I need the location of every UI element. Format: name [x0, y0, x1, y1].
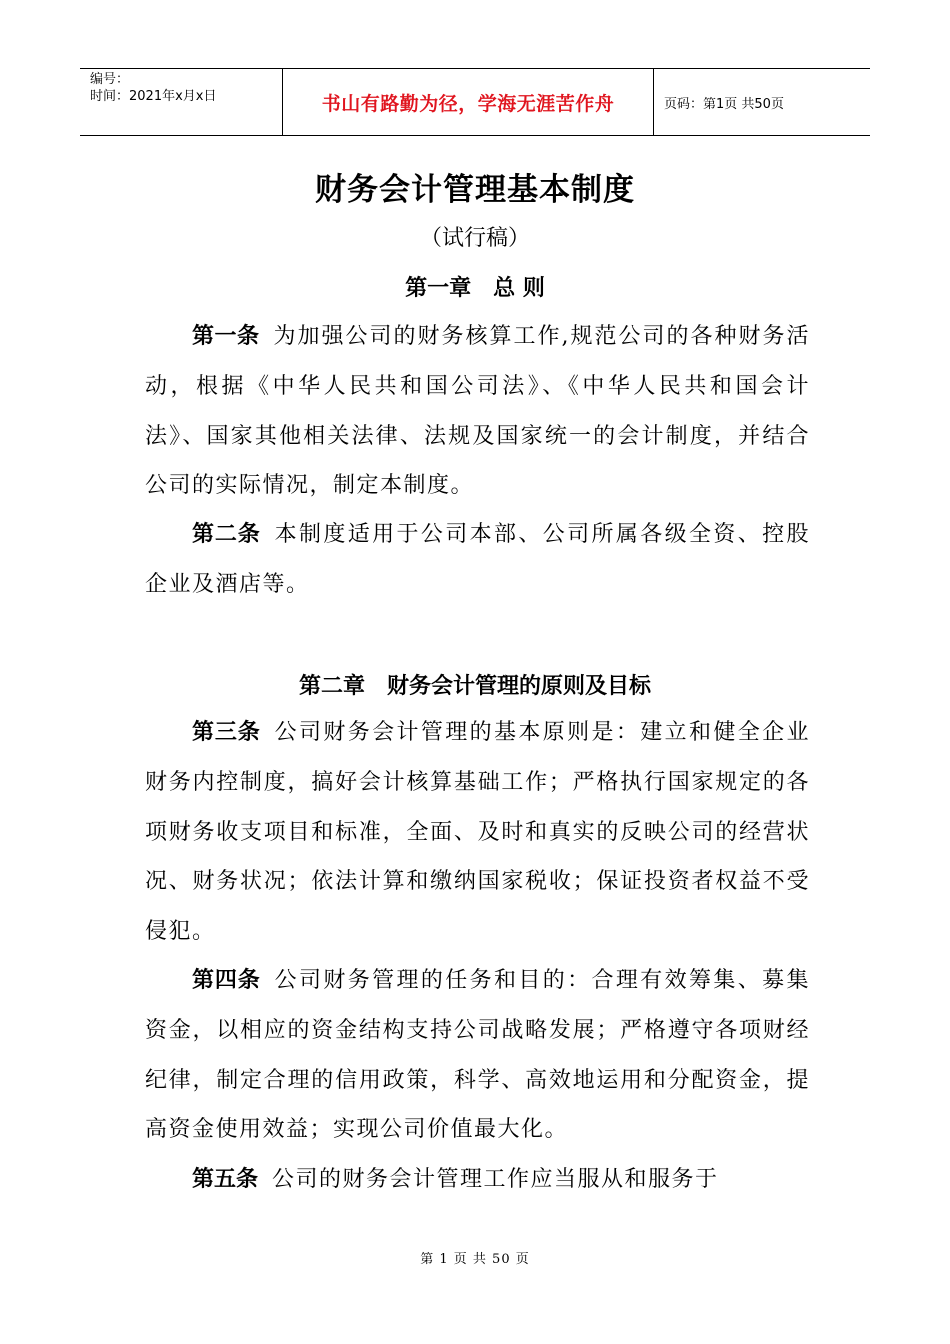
article-text: 本制度适用于公司本部、公司所属各级全资、控股企业及酒店等。	[145, 522, 810, 597]
chapter-1-heading: 第一章 总 则	[405, 276, 545, 301]
page-header	[80, 68, 870, 136]
document-title: 财务会计管理基本制度	[315, 172, 635, 208]
chapter-2-heading: 第二章 财务会计管理的原则及目标	[298, 674, 651, 699]
article-text: 公司的财务会计管理工作应当服从和服务于	[272, 1167, 719, 1192]
article-3	[145, 708, 810, 957]
motto-text: 书山有路勤为径，学海无涯苦作舟	[321, 92, 615, 115]
article-number: 第五条	[192, 1167, 259, 1192]
number-label: 编号：	[90, 72, 130, 87]
time-label: 时间：2021年x月x日	[90, 89, 217, 104]
article-4	[145, 956, 810, 1155]
article-text: 公司财务会计管理的基本原则是：建立和健全企业财务内控制度，搞好会计核算基础工作；严格执行国家规定的各项财务收支项目和标准，全面、及时和真实的反映公司的经营状况、财务状况；依法计算和缴纳国家税收；保证投资者权益不受侵犯。	[145, 720, 810, 945]
article-number: 第一条	[192, 324, 260, 349]
article-number: 第二条	[192, 522, 261, 547]
header-motto-cell	[282, 69, 654, 135]
article-1	[145, 312, 810, 511]
article-text: 公司财务管理的任务和目的：合理有效筹集、募集资金，以相应的资金结构支持公司战略发展；严格遵守各项财经纪律，制定合理的信用政策，科学、高效地运用和分配资金，提高资金使用效益；实现公司价值最大化。	[145, 968, 810, 1143]
article-2	[145, 510, 810, 610]
article-5	[145, 1155, 810, 1205]
article-number: 第三条	[192, 720, 261, 745]
page-footer: 第 1 页 共 50 页	[420, 1252, 530, 1267]
document-subtitle: （试行稿）	[419, 226, 530, 251]
article-number: 第四条	[192, 968, 261, 993]
header-meta	[80, 69, 282, 135]
page-info-text: 页码：第1页 共50页	[664, 96, 784, 112]
header-page-info	[654, 69, 870, 135]
article-text: 为加强公司的财务核算工作,规范公司的各种财务活动，根据《中华人民共和国公司法》、《中华人民共和国会计法》、国家其他相关法律、法规及国家统一的会计制度，并结合公司的实际情况，制定本制度。	[145, 324, 810, 499]
